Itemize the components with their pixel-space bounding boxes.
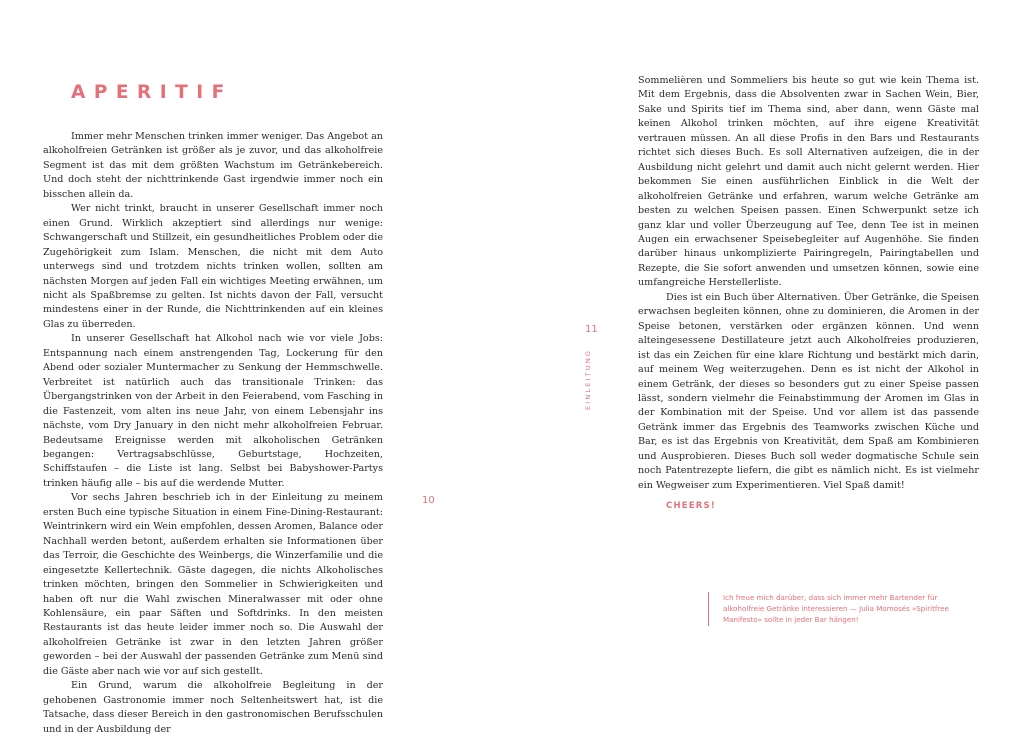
pull-quote: Ich freue mich darüber, dass sich immer mehr Bartender für alkoholfreie Getränke interessieren — Julia Momosés »Spiritfree Manifesto« sollte in jeder Bar hängen! (708, 592, 973, 626)
page-number-right: 11 (585, 324, 598, 335)
left-text-column (43, 130, 383, 737)
running-header: EINLEITUNG (584, 348, 592, 410)
paragraph: Vor sechs Jahren beschrieb ich in der Einleitung zu meinem ersten Buch eine typische Situation in einem Fine-Dining-Restaurant: Weintrinkern wird ein Wein empfohlen, dessen Aromen, Balance oder Nachhall werden betont, außerdem erhalten sie Informationen über das Terroir, die Geschichte des Weinbergs, die Winzerfamilie und die eingesetzte Kellertechnik. Gäste dagegen, die nichts Alkoholisches trinken möchten, bringen den Sommelier in Schwierigkeiten und haben oft nur die Wahl zwischen Mineralwasser mit oder ohne Kohlensäure, ein paar Säften und Softdrinks. In den meisten Restaurants ist das heute leider immer noch so. Die Auswahl der alkoholfreien Getränke ist zwar in den letzten Jahren größer geworden – bei der Auswahl der passenden Getränke zum Menü sind die Gäste aber nach wie vor auf sich gestellt. (43, 492, 383, 677)
section-title: APERITIF (71, 82, 233, 103)
paragraph: Dies ist ein Buch über Alternativen. Über Getränke, die Speisen erwachsen begleiten können, ohne zu dominieren, die Aromen in der Speise betonen, verstärken oder ergänzen können. Und wenn alteingesessene Destillateure jetzt auch Alkoholfreies produzieren, ist das ein Zeichen für eine klare Richtung und bestärkt mich darin, auf meinem Weg weiterzugehen. Denn es ist nicht der Alkohol in einem Getränk, der dieses so besonders gut zu einer Speise passen lässt, sondern vielmehr die Feinabstimmung der Aromen im Glas in der Kombination mit der Speise. Und vor allem ist das passende Getränk immer das Ergebnis des Teamworks zwischen Küche und Bar, es ist das Ergebnis von Kreativität, dem Spaß am Kombinieren und Ausprobieren. Dieses Buch soll weder dogmatische Schule sein noch Patentrezepte liefern, die gibt es nämlich nicht. Es ist vielmehr ein Wegweiser zum Experimentieren. Viel Spaß damit! (638, 291, 979, 491)
paragraph: In unserer Gesellschaft hat Alkohol nach wie vor viele Jobs: Entspannung nach einem anstrengenden Tag, Lockerung für den Abend oder sozialer Muntermacher zu Senkung der Hemmschwelle. Verbreitet ist natürlich auch das transitionale Trinken: das Übergangstrinken von der Arbeit in den Feierabend, vom Fasching in die Fastenzeit, vom alten ins neue Jahr, von einem Lebensjahr ins nächste, vom Dry January in den nicht mehr alkoholfreien Februar. Bedeutsame Ereignisse werden mit alkoholischen Getränken begangen: Vertragsabschlüsse, Geburtstage, Hochzeiten, Schiffstaufen – die Liste ist lang. Selbst bei Babyshower-Partys trinken häufig alle – bis auf die werdende Mutter. (43, 333, 383, 489)
page-number-left: 10 (422, 495, 435, 506)
right-text-column (638, 74, 979, 514)
signoff: CHEERS! (666, 501, 716, 512)
paragraph: Wer nicht trinkt, braucht in unserer Gesellschaft immer noch einen Grund. Wirklich akzeptiert sind allerdings nur wenige: Schwangerschaft und Stillzeit, ein gesundheitliches Problem oder die Zugehörigkeit zum Islam. Menschen, die nicht mit dem Auto unterwegs sind und trotzdem nichts trinken wollen, sollten am nächsten Morgen auf jeden Fall ein wichtiges Meeting erwähnen, um nicht als Spaßbremse zu gelten. Ist nichts davon der Fall, versucht mindestens einer in der Runde, die Nichttrinkenden auf ein kleines Glas zu überreden. (43, 203, 383, 330)
paragraph: Immer mehr Menschen trinken immer weniger. Das Angebot an alkoholfreien Getränken ist größer als je zuvor, und das alkoholfreie Segment ist das mit dem größten Wachstum im Getränkebereich. Und doch steht der nichttrinkende Gast irgendwie immer noch ein bisschen allein da. (43, 131, 383, 200)
paragraph: Sommelièren und Sommeliers bis heute so gut wie kein Thema ist. Mit dem Ergebnis, dass die Absolventen zwar in Sachen Wein, Bier, Sake und Spirits tief im Thema sind, aber dann, wenn Gäste mal keinen Alkohol trinken möchten, auf ihre eigene Kreativität vertrauen müssen. An all diese Profis in den Bars und Restaurants richtet sich dieses Buch. Es soll Alternativen aufzeigen, die in der Ausbildung nicht gelehrt und damit auch nicht gelernt werden. Hier bekommen Sie einen ausführlichen Einblick in die Welt der alkoholfreien Getränke und erfahren, warum welche Getränke am besten zu welchen Speisen passen. Einen Schwerpunkt setze ich ganz klar und voller Überzeugung auf Tee, denn Tee ist in meinen Augen ein erwachsener Speisebegleiter auf Augenhöhe. Sie finden darüber hinaus unkomplizierte Pairingregeln, Pairingtabellen und Rezepte, die Sie sofort anwenden und umsetzen können, sowie eine umfangreiche Herstellerliste. (638, 75, 979, 289)
paragraph: Ein Grund, warum die alkoholfreie Begleitung in der gehobenen Gastronomie immer noch Seltenheitswert hat, ist die Tatsache, dass dieser Bereich in den gastronomischen Berufsschulen und in der Ausbildung der (43, 680, 383, 735)
